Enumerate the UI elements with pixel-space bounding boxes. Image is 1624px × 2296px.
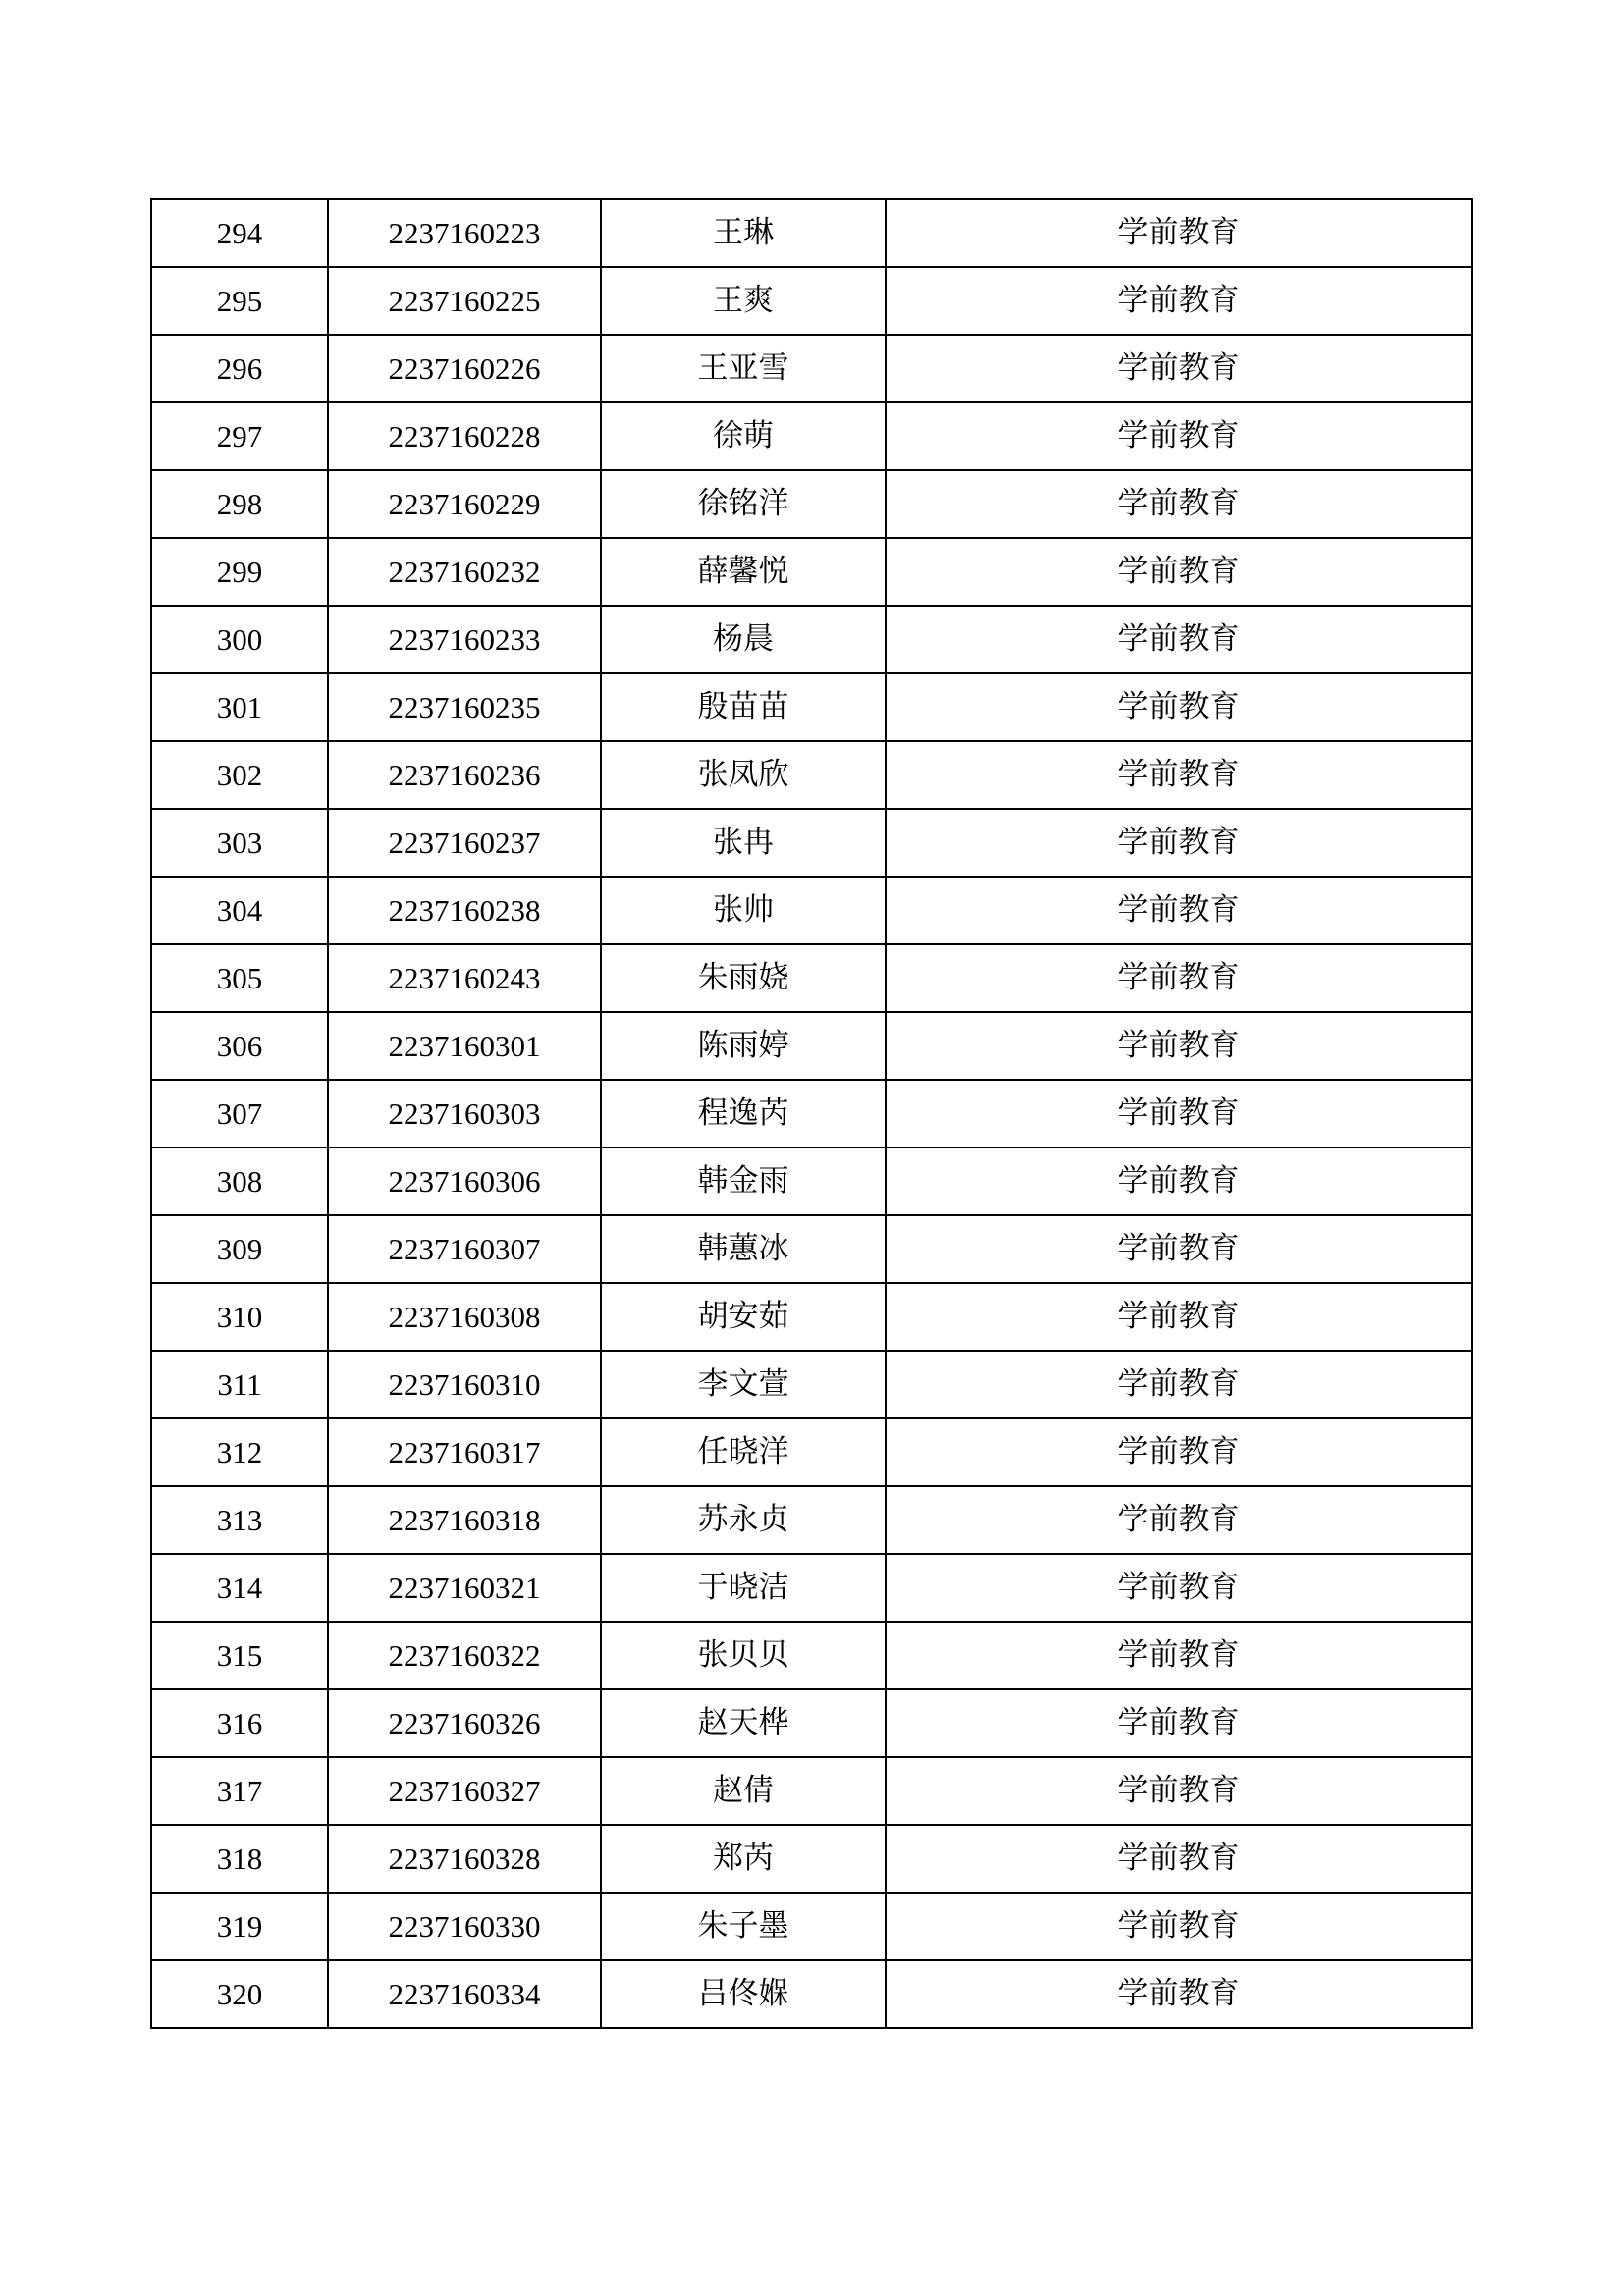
- student-name-cell: 程逸芮: [601, 1080, 886, 1148]
- major-cell: 学前教育: [886, 1486, 1472, 1554]
- row-number-cell: 296: [151, 335, 328, 402]
- student-id-cell: 2237160223: [328, 199, 601, 267]
- table-row: [151, 741, 1472, 809]
- table-row: [151, 335, 1472, 402]
- row-number-cell: 311: [151, 1351, 328, 1418]
- student-id-cell: 2237160306: [328, 1148, 601, 1215]
- major-cell: 学前教育: [886, 1689, 1472, 1757]
- student-name-cell: 王亚雪: [601, 335, 886, 402]
- major-cell: 学前教育: [886, 1960, 1472, 2028]
- row-number-cell: 302: [151, 741, 328, 809]
- major-cell: 学前教育: [886, 877, 1472, 944]
- row-number-cell: 318: [151, 1825, 328, 1893]
- student-name-cell: 徐萌: [601, 402, 886, 470]
- table-row: [151, 877, 1472, 944]
- major-cell: 学前教育: [886, 1418, 1472, 1486]
- table-row: [151, 944, 1472, 1012]
- student-id-cell: 2237160235: [328, 673, 601, 741]
- student-id-cell: 2237160317: [328, 1418, 601, 1486]
- student-name-cell: 陈雨婷: [601, 1012, 886, 1080]
- major-cell: 学前教育: [886, 673, 1472, 741]
- student-name-cell: 王琳: [601, 199, 886, 267]
- student-id-cell: 2237160236: [328, 741, 601, 809]
- student-name-cell: 赵倩: [601, 1757, 886, 1825]
- major-cell: 学前教育: [886, 1554, 1472, 1622]
- student-id-cell: 2237160334: [328, 1960, 601, 2028]
- row-number-cell: 319: [151, 1893, 328, 1960]
- student-id-cell: 2237160226: [328, 335, 601, 402]
- major-cell: 学前教育: [886, 1080, 1472, 1148]
- table-row: [151, 1418, 1472, 1486]
- major-cell: 学前教育: [886, 944, 1472, 1012]
- row-number-cell: 317: [151, 1757, 328, 1825]
- student-name-cell: 殷苗苗: [601, 673, 886, 741]
- table-row: [151, 1893, 1472, 1960]
- student-id-cell: 2237160243: [328, 944, 601, 1012]
- student-name-cell: 苏永贞: [601, 1486, 886, 1554]
- student-id-cell: 2237160326: [328, 1689, 601, 1757]
- table-row: [151, 538, 1472, 606]
- student-id-cell: 2237160303: [328, 1080, 601, 1148]
- student-id-cell: 2237160330: [328, 1893, 601, 1960]
- major-cell: 学前教育: [886, 1148, 1472, 1215]
- major-cell: 学前教育: [886, 809, 1472, 877]
- student-id-cell: 2237160318: [328, 1486, 601, 1554]
- table-row: [151, 1757, 1472, 1825]
- student-id-cell: 2237160232: [328, 538, 601, 606]
- row-number-cell: 294: [151, 199, 328, 267]
- major-cell: 学前教育: [886, 470, 1472, 538]
- table-row: [151, 1351, 1472, 1418]
- student-name-cell: 任晓洋: [601, 1418, 886, 1486]
- major-cell: 学前教育: [886, 1757, 1472, 1825]
- row-number-cell: 316: [151, 1689, 328, 1757]
- student-name-cell: 李文萱: [601, 1351, 886, 1418]
- student-id-cell: 2237160229: [328, 470, 601, 538]
- table-row: [151, 1012, 1472, 1080]
- roster-table: [150, 198, 1473, 2029]
- student-id-cell: 2237160328: [328, 1825, 601, 1893]
- student-id-cell: 2237160301: [328, 1012, 601, 1080]
- student-name-cell: 胡安茹: [601, 1283, 886, 1351]
- student-name-cell: 吕佟媬: [601, 1960, 886, 2028]
- table-row: [151, 1486, 1472, 1554]
- major-cell: 学前教育: [886, 402, 1472, 470]
- student-id-cell: 2237160327: [328, 1757, 601, 1825]
- major-cell: 学前教育: [886, 1825, 1472, 1893]
- table-row: [151, 1283, 1472, 1351]
- student-id-cell: 2237160237: [328, 809, 601, 877]
- student-id-cell: 2237160238: [328, 877, 601, 944]
- student-name-cell: 朱雨娆: [601, 944, 886, 1012]
- row-number-cell: 305: [151, 944, 328, 1012]
- major-cell: 学前教育: [886, 1283, 1472, 1351]
- table-row: [151, 809, 1472, 877]
- row-number-cell: 301: [151, 673, 328, 741]
- major-cell: 学前教育: [886, 199, 1472, 267]
- student-id-cell: 2237160310: [328, 1351, 601, 1418]
- roster-body: [151, 199, 1472, 2028]
- major-cell: 学前教育: [886, 1893, 1472, 1960]
- student-name-cell: 韩蕙冰: [601, 1215, 886, 1283]
- major-cell: 学前教育: [886, 741, 1472, 809]
- student-name-cell: 王爽: [601, 267, 886, 335]
- row-number-cell: 300: [151, 606, 328, 673]
- student-id-cell: 2237160228: [328, 402, 601, 470]
- table-row: [151, 402, 1472, 470]
- major-cell: 学前教育: [886, 267, 1472, 335]
- table-row: [151, 1148, 1472, 1215]
- table-row: [151, 606, 1472, 673]
- table-row: [151, 267, 1472, 335]
- major-cell: 学前教育: [886, 335, 1472, 402]
- table-row: [151, 1689, 1472, 1757]
- student-name-cell: 张凤欣: [601, 741, 886, 809]
- row-number-cell: 320: [151, 1960, 328, 2028]
- student-name-cell: 杨晨: [601, 606, 886, 673]
- student-name-cell: 韩金雨: [601, 1148, 886, 1215]
- row-number-cell: 297: [151, 402, 328, 470]
- table-row: [151, 1825, 1472, 1893]
- row-number-cell: 309: [151, 1215, 328, 1283]
- major-cell: 学前教育: [886, 1351, 1472, 1418]
- student-name-cell: 张贝贝: [601, 1622, 886, 1689]
- student-name-cell: 于晓洁: [601, 1554, 886, 1622]
- row-number-cell: 308: [151, 1148, 328, 1215]
- major-cell: 学前教育: [886, 1622, 1472, 1689]
- table-row: [151, 1215, 1472, 1283]
- student-id-cell: 2237160308: [328, 1283, 601, 1351]
- student-id-cell: 2237160233: [328, 606, 601, 673]
- student-id-cell: 2237160225: [328, 267, 601, 335]
- major-cell: 学前教育: [886, 1215, 1472, 1283]
- row-number-cell: 299: [151, 538, 328, 606]
- row-number-cell: 307: [151, 1080, 328, 1148]
- row-number-cell: 310: [151, 1283, 328, 1351]
- table-row: [151, 199, 1472, 267]
- major-cell: 学前教育: [886, 606, 1472, 673]
- student-id-cell: 2237160322: [328, 1622, 601, 1689]
- table-row: [151, 1622, 1472, 1689]
- row-number-cell: 314: [151, 1554, 328, 1622]
- row-number-cell: 298: [151, 470, 328, 538]
- student-name-cell: 张帅: [601, 877, 886, 944]
- student-id-cell: 2237160321: [328, 1554, 601, 1622]
- row-number-cell: 303: [151, 809, 328, 877]
- table-row: [151, 1080, 1472, 1148]
- student-name-cell: 郑芮: [601, 1825, 886, 1893]
- row-number-cell: 304: [151, 877, 328, 944]
- table-row: [151, 1554, 1472, 1622]
- student-name-cell: 徐铭洋: [601, 470, 886, 538]
- row-number-cell: 315: [151, 1622, 328, 1689]
- student-name-cell: 薛馨悦: [601, 538, 886, 606]
- row-number-cell: 306: [151, 1012, 328, 1080]
- student-name-cell: 张冉: [601, 809, 886, 877]
- table-row: [151, 1960, 1472, 2028]
- student-name-cell: 赵天桦: [601, 1689, 886, 1757]
- row-number-cell: 312: [151, 1418, 328, 1486]
- student-name-cell: 朱子墨: [601, 1893, 886, 1960]
- row-number-cell: 295: [151, 267, 328, 335]
- table-row: [151, 470, 1472, 538]
- major-cell: 学前教育: [886, 1012, 1472, 1080]
- major-cell: 学前教育: [886, 538, 1472, 606]
- table-row: [151, 673, 1472, 741]
- row-number-cell: 313: [151, 1486, 328, 1554]
- student-id-cell: 2237160307: [328, 1215, 601, 1283]
